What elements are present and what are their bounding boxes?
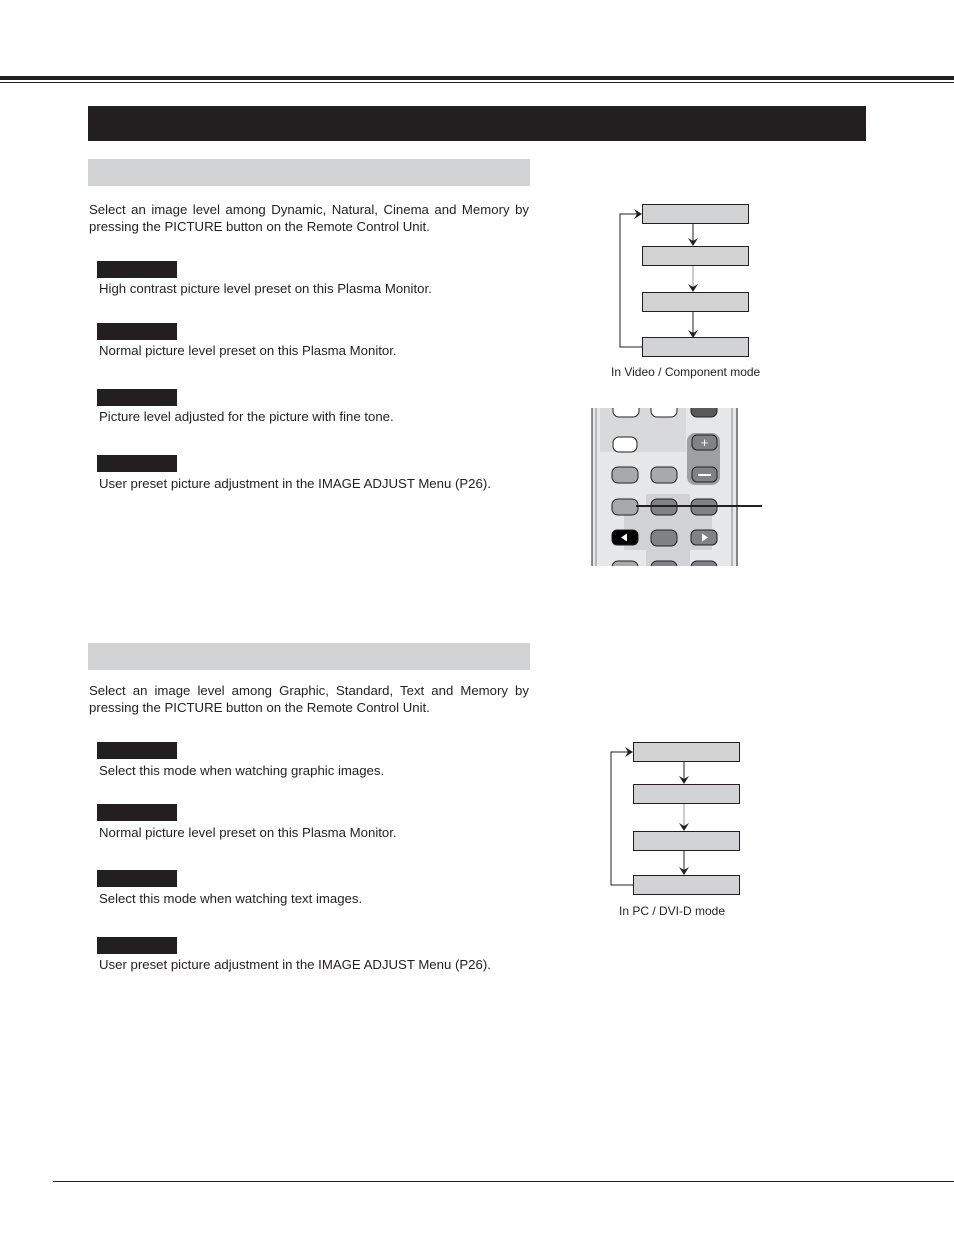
pc-item-description: Select this mode when watching graphic images. xyxy=(99,763,385,778)
flow-box xyxy=(642,246,749,266)
pc-item-description: Select this mode when watching text images. xyxy=(99,891,363,906)
top-rule-thin xyxy=(0,82,954,83)
pc-item-description: Normal picture level preset on this Plasma Monitor. xyxy=(99,825,397,840)
pc-item-label xyxy=(97,742,177,759)
remote-control-illustration xyxy=(588,408,768,566)
video-item-description: Normal picture level preset on this Plasma Monitor. xyxy=(99,343,397,358)
video-item-description: User preset picture adjustment in the IMAGE ADJUST Menu (P26). xyxy=(99,476,491,491)
flow-caption: In PC / DVI-D mode xyxy=(619,904,726,918)
video-item-label xyxy=(97,389,177,406)
video-mode-flow-diagram xyxy=(600,195,800,385)
flow-box xyxy=(633,742,740,762)
pc-item-label xyxy=(97,804,177,821)
top-rule-thick xyxy=(0,76,954,80)
flow-caption: In Video / Component mode xyxy=(611,365,761,379)
pc-item-label xyxy=(97,937,177,954)
video-section-intro: Select an image level among Dynamic, Natural, Cinema and Memory by pressing the PICTURE button on the Remote Control Unit. xyxy=(89,202,529,234)
flow-box xyxy=(633,784,740,804)
pc-item-label xyxy=(97,870,177,887)
video-item-description: Picture level adjusted for the picture with fine tone. xyxy=(99,409,394,424)
flow-box xyxy=(642,337,749,357)
video-item-description: High contrast picture level preset on this Plasma Monitor. xyxy=(99,281,432,296)
pc-section-intro: Select an image level among Graphic, Standard, Text and Memory by pressing the PICTURE button on the Remote Control Unit. xyxy=(89,683,529,715)
remote-control-graphic xyxy=(588,408,768,566)
bottom-rule xyxy=(53,1181,954,1182)
video-item-label xyxy=(97,455,177,472)
pc-item-description: User preset picture adjustment in the IMAGE ADJUST Menu (P26). xyxy=(99,957,491,972)
video-item-label xyxy=(97,323,177,340)
flow-box xyxy=(642,292,749,312)
flow-box xyxy=(642,204,749,224)
flow-box xyxy=(633,875,740,895)
page-title-bar xyxy=(88,106,866,141)
pc-section-heading-bar xyxy=(88,643,530,670)
video-item-label xyxy=(97,261,177,278)
svg-text:+: + xyxy=(700,435,709,450)
pc-mode-flow-diagram xyxy=(600,735,780,925)
flow-box xyxy=(633,831,740,851)
video-section-heading-bar xyxy=(88,159,530,186)
